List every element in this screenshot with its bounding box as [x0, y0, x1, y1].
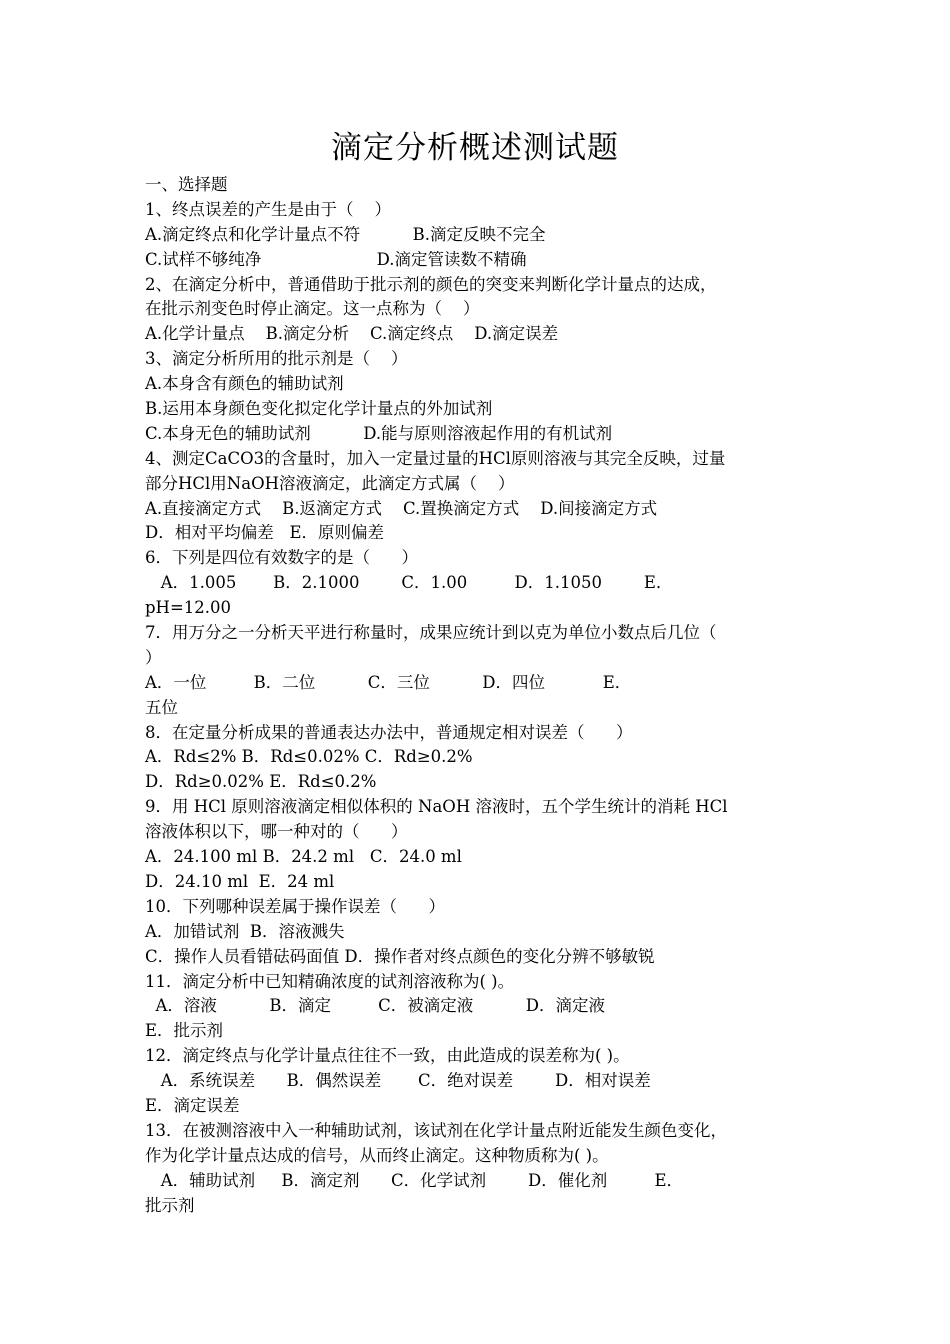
question-6-options: A．1.005 B．2.1000 C．1.00 D．1.1050 E． — [145, 573, 673, 593]
question-10-options-ab: A．加错试剂 B．溶液溅失 — [145, 921, 345, 941]
question-4-cont: 部分HCl用NaOH溶液滴定，此滴定方式属（ ） — [145, 473, 515, 493]
question-9-options-abc: A．24.100 ml B．24.2 ml C．24.0 ml — [145, 847, 462, 867]
question-3-options-cd: C.本身无色的辅助试剂 D.能与原则溶液起作用的有机试剂 — [145, 423, 613, 443]
question-5-options: D．相对平均偏差 E．原则偏差 — [145, 523, 385, 543]
question-6: 6．下列是四位有效数字的是（ ） — [145, 548, 418, 568]
question-13-cont: 作为化学计量点达成的信号，从而终止滴定。这种物质称为( )。 — [145, 1145, 609, 1165]
question-7-options: A．一位 B．二位 C．三位 D．四位 E． — [145, 672, 632, 692]
section-heading: 一、选择题 — [145, 175, 228, 194]
document-body — [145, 173, 825, 1218]
question-9-options-de: D．24.10 ml E．24 ml — [145, 871, 335, 891]
question-2: 2、在滴定分析中，普通借助于批示剂的颜色的突变来判断化学计量点的达成， — [145, 274, 717, 294]
question-4-options: A.直接滴定方式 B.返滴定方式 C.置换滴定方式 D.间接滴定方式 — [145, 498, 658, 518]
question-8-options-de: D．Rd≥0.02% E．Rd≤0.2% — [145, 772, 377, 792]
question-6-options-cont: pH=12.00 — [145, 598, 232, 618]
question-3: 3、滴定分析所用的批示剂是（ ） — [145, 349, 408, 369]
question-8: 8．在定量分析成果的普通表达办法中，普通规定相对误差（ ） — [145, 722, 633, 742]
question-12: 12．滴定终点与化学计量点往往不一致，由此造成的误差称为( )。 — [145, 1046, 630, 1066]
question-9-cont: 溶液体积以下，哪一种对的（ ） — [145, 822, 408, 842]
question-1-options-ab: A.滴定终点和化学计量点不符 B.滴定反映不完全 — [145, 224, 546, 244]
question-2-options: A.化学计量点 B.滴定分析 C.滴定终点 D.滴定误差 — [145, 324, 559, 344]
question-7-options-cont: 五位 — [145, 697, 178, 717]
question-10: 10．下列哪种误差属于操作误差（ ） — [145, 896, 445, 916]
question-7: 7．用万分之一分析天平进行称量时，成果应统计到以克为单位小数点后几位（ — [145, 623, 717, 643]
question-1: 1、终点误差的产生是由于（ ） — [145, 199, 391, 219]
question-13-options: A．辅助试剂 B．滴定剂 C．化学试剂 D．催化剂 E． — [145, 1170, 684, 1190]
question-13: 13．在被测溶液中入一种辅助试剂，该试剂在化学计量点附近能发生颜色变化， — [145, 1120, 727, 1140]
question-11-options: A．溶液 B．滴定 C．被滴定液 D．滴定液 — [145, 996, 605, 1016]
question-1-options-cd: C.试样不够纯净 D.滴定管读数不精确 — [145, 249, 527, 269]
question-3-option-a: A.本身含有颜色的辅助试剂 — [145, 374, 344, 394]
question-4: 4、测定CaCO3的含量时，加入一定量过量的HCl原则溶液与其完全反映，过量 — [145, 448, 726, 468]
question-3-option-b: B.运用本身颜色变化拟定化学计量点的外加试剂 — [145, 399, 493, 419]
question-8-options-abc: A．Rd≤2% B．Rd≤0.02% C．Rd≥0.2% — [145, 747, 473, 767]
question-11: 11．滴定分析中已知精确浓度的试剂溶液称为( )。 — [145, 971, 515, 991]
question-12-options: A．系统误差 B．偶然误差 C．绝对误差 D．相对误差 — [145, 1071, 651, 1091]
question-2-cont: 在批示剂变色时停止滴定。这一点称为（ ） — [145, 299, 480, 319]
question-12-options-cont: E．滴定误差 — [145, 1095, 240, 1115]
question-9: 9．用 HCl 原则溶液滴定相似体积的 NaOH 溶液时，五个学生统计的消耗 HCl — [145, 797, 728, 817]
question-13-options-cont: 批示剂 — [145, 1195, 195, 1215]
question-10-options-cd: C．操作人员看错砝码面值 D．操作者对终点颜色的变化分辨不够敏锐 — [145, 946, 655, 966]
question-7-cont: ） — [145, 647, 162, 667]
question-11-options-cont: E．批示剂 — [145, 1021, 224, 1041]
document-title: 滴定分析概述测试题 — [331, 130, 619, 166]
